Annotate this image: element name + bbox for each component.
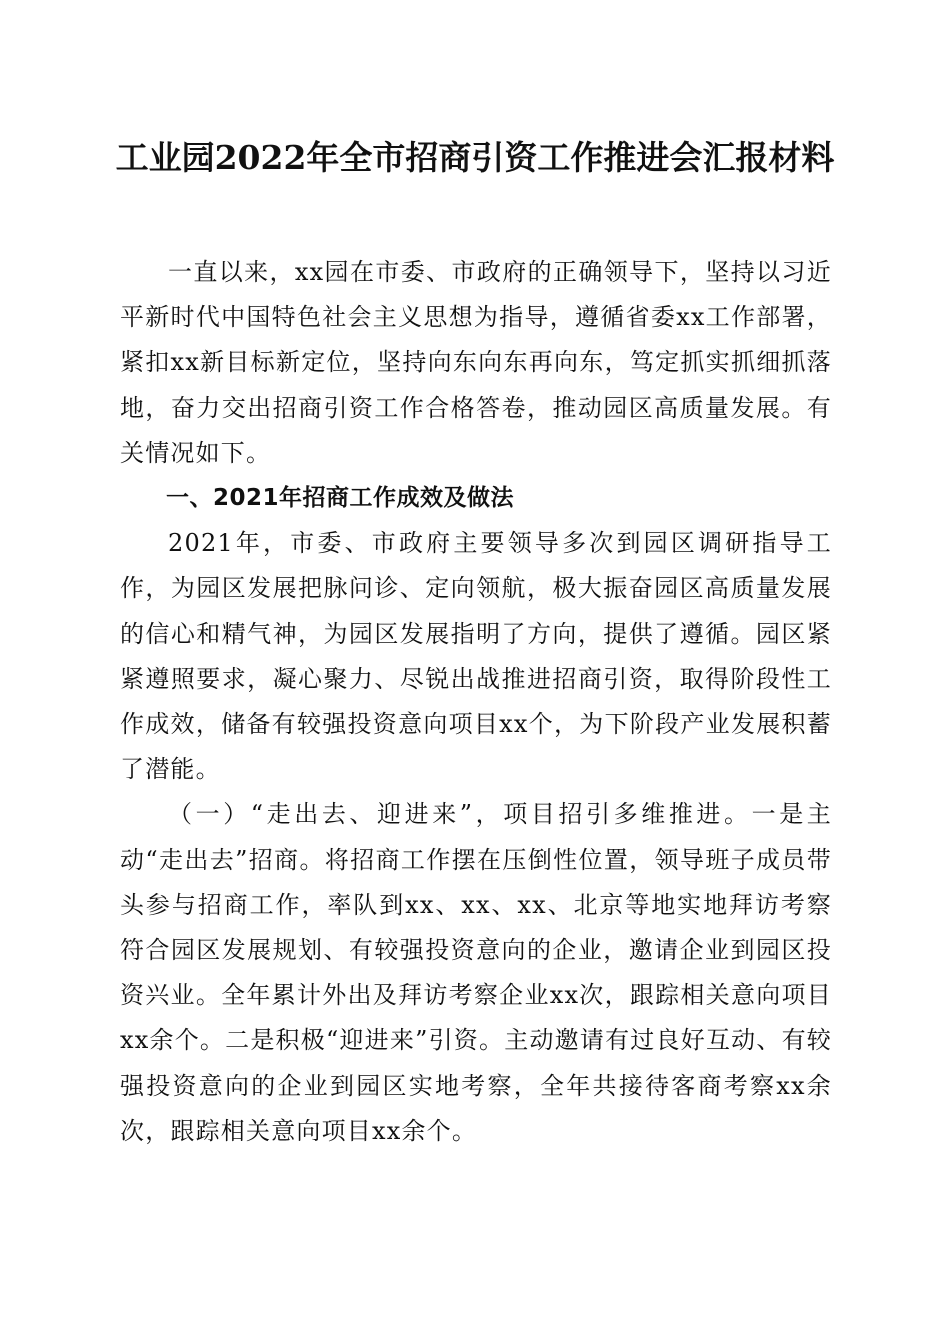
achievement-paragraph: 2021年，市委、市政府主要领导多次到园区调研指导工作，为园区发展把脉问诊、定向领航，极大振奋园区高质量发展的信心和精气神，为园区发展指明了方向，提供了遵循。园区紧紧遵照要求，凝心聚力、尽锐出战推进招商引资，取得阶段性工作成效，储备有较强投资意向项目xx个，为下阶段产业发展积蓄了潜能。 xyxy=(120,529,832,784)
intro-paragraph: 一直以来，xx园在市委、市政府的正确领导下，坚持以习近平新时代中国特色社会主义思想为指导，遵循省委xx工作部署，紧扣xx新目标新定位，坚持向东向东再向东，笃定抓实抓细抓落地，奋力交出招商引资工作合格答卷，推动园区高质量发展。有关情况如下。 xyxy=(120,258,832,467)
document-title: 工业园2022年全市招商引资工作推进会汇报材料 xyxy=(115,138,835,177)
section-heading: 一、2021年招商工作成效及做法 xyxy=(166,485,515,512)
document-body xyxy=(120,250,832,1154)
subsection-paragraph: （一）“走出去、迎进来”，项目招引多维推进。一是主动“走出去”招商。将招商工作摆在压倒性位置，领导班子成员带头参与招商工作，率队到xx、xx、xx、北京等地实地拜访考察符合园区发展规划、有较强投资意向的企业，邀请企业到园区投资兴业。全年累计外出及拜访考察企业xx次，跟踪相关意向项目xx余个。二是积极“迎进来”引资。主动邀请有过良好互动、有较强投资意向的企业到园区实地考察，全年共接待客商考察xx余次，跟踪相关意向项目xx余个。 xyxy=(120,800,832,1145)
